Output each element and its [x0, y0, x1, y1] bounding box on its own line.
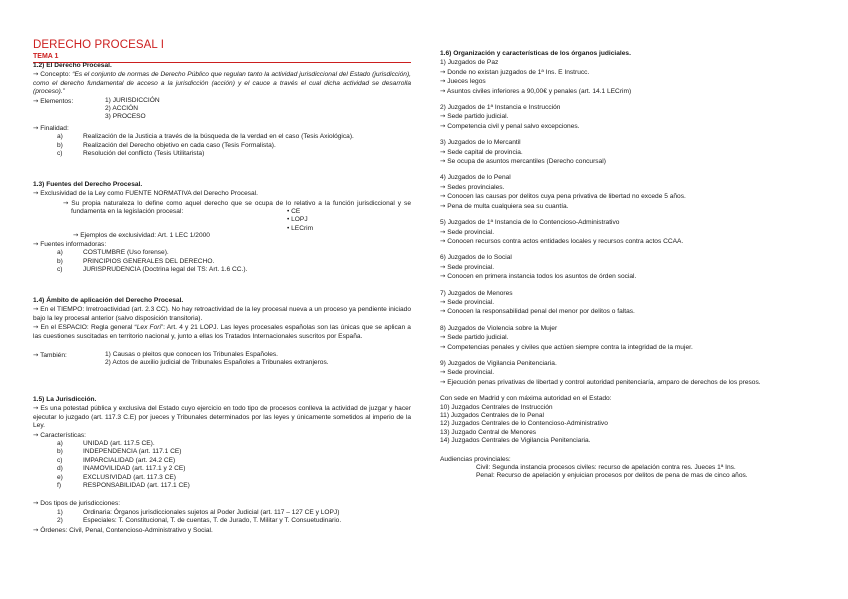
section-1-3	[33, 181, 411, 275]
tambien-label-wrap	[33, 351, 105, 368]
list-text: JURISPRUDENCIA (Doctrina legal del TS: Art. 1.6 CC.).	[83, 266, 248, 274]
arrow-icon: →	[440, 157, 446, 166]
arrow-icon: →	[33, 96, 39, 105]
tiempo-text: En el TIEMPO: Irretroactividad (art. 2.3 CC). No hay retroactividad de la ley procesal nueva a un proceso ya pendiente iniciado bajo la ley procesal anterior (salvo disposición transitoria).	[33, 306, 411, 322]
list-item	[440, 368, 815, 377]
organo-title: 6) Juzgados de lo Social	[440, 254, 512, 262]
list-item	[440, 157, 815, 166]
list-item	[440, 472, 815, 480]
list-text: PRINCIPIOS GENERALES DEL DERECHO.	[83, 257, 215, 265]
list-text: COSTUMBRE (Uso forense).	[83, 249, 169, 257]
tipos-label-row	[33, 499, 411, 508]
elementos-label-wrap	[33, 97, 105, 122]
list-item	[440, 237, 815, 246]
arrow-icon: →	[440, 86, 446, 95]
arrow-icon: →	[33, 525, 39, 534]
espacio-paragraph	[33, 323, 411, 341]
list-item	[33, 482, 411, 490]
list-item	[440, 112, 815, 121]
list-text: INDEPENDENCIA (art. 117.1 CE)	[83, 448, 182, 456]
list-item	[33, 509, 411, 517]
organo-group	[440, 254, 815, 281]
madrid-intro: Con sede en Madrid y con máxima autoridad en el Estado:	[440, 395, 612, 403]
exclusividad-line	[33, 189, 411, 198]
list-text: Asuntos civiles inferiores a 90,00€ y penales (art. 14.1 LECrim)	[446, 87, 632, 95]
list-text: UNIDAD (art. 117.5 CE).	[83, 440, 155, 448]
audiencia-lead: Penal:	[476, 472, 495, 480]
list-text: RESPONSABILIDAD (art. 117.1 CE)	[83, 482, 190, 490]
list-item: • CE	[287, 208, 301, 215]
arrow-icon: →	[33, 404, 39, 413]
list-text: Competencia civil y penal salvo excepciones.	[447, 122, 580, 130]
section-heading: 1.2) El Derecho Procesal.	[33, 62, 112, 69]
arrow-icon: →	[33, 189, 39, 198]
section-1-4	[33, 297, 411, 368]
list-marker: a)	[57, 133, 63, 141]
caract-label: Características:	[40, 431, 87, 439]
arrow-icon: →	[440, 121, 446, 130]
list-marker: a)	[57, 440, 63, 448]
list-item	[440, 464, 815, 472]
list-item: 12) Juzgados Centrales de lo Contencioso-Administrativo	[440, 420, 608, 428]
ejemplos-line	[33, 231, 411, 240]
arrow-icon: →	[440, 201, 446, 210]
arrow-icon: →	[33, 70, 39, 79]
list-item: 10) Juzgados Centrales de Instrucción	[440, 403, 553, 411]
section-heading: 1.4) Ámbito de aplicación del Derecho Procesal.	[33, 297, 184, 304]
naturaleza-text: Su propia naturaleza lo define como aquel derecho que se ocupa de lo relativo a la función jurisdiccional y se fundamenta en la legislación procesal:	[71, 199, 411, 216]
concepto-label: Concepto:	[40, 71, 71, 79]
arrow-icon: →	[33, 123, 39, 132]
list-item	[33, 517, 411, 525]
espacio-text-b: ”: Art. 4 y 21 LOPJ. Las leyes procesales españolas son las únicas que se aplican a las cuestiones suscitadas en territorio nacional y, junto a ellas los Tratados Internacionales suscritos por España.	[33, 324, 411, 340]
list-item: 1) Causas o pleitos que conocen los Tribunales Españoles.	[105, 351, 279, 359]
fuentes-label-row	[33, 240, 411, 249]
arrow-icon: →	[33, 499, 39, 508]
ordenes-text: Órdenes: Civil, Penal, Contencioso-Administrativo y Social.	[40, 526, 213, 534]
list-marker: e)	[57, 473, 63, 481]
section-1-2	[33, 62, 411, 158]
list-text: Sede partido judicial.	[447, 113, 509, 121]
list-item	[440, 333, 815, 342]
section-heading: 1.5) La Jurisdicción.	[33, 396, 97, 403]
organo-group	[440, 360, 815, 387]
organo-group	[440, 290, 815, 317]
concepto-paragraph	[33, 70, 411, 96]
list-item	[33, 266, 411, 274]
list-text: Se ocupa de asuntos mercantiles (Derecho concursal)	[447, 158, 606, 166]
audiencia-lead: Civil:	[476, 464, 491, 472]
list-item	[33, 474, 411, 482]
elementos-label: Elementos:	[40, 97, 74, 105]
list-text: Conocen la responsabilidad penal del menor por delitos o faltas.	[447, 308, 635, 316]
list-item: • LOPJ	[287, 216, 308, 224]
list-item	[440, 148, 815, 157]
leyes-list	[287, 208, 313, 233]
tambien-row	[33, 351, 411, 368]
arrow-icon: →	[440, 77, 446, 86]
organo-title: 4) Juzgados de lo Penal	[440, 174, 511, 182]
arrow-icon: →	[440, 192, 446, 201]
list-text: Sede partido judicial.	[447, 334, 509, 342]
tipos-label: Dos tipos de jurisdicciones:	[40, 500, 121, 508]
list-item: 13) Juzgado Central de Menores	[440, 428, 537, 436]
list-text: Jueces legos	[447, 78, 486, 86]
tipo-lead: Ordinaria:	[83, 508, 112, 516]
arrow-icon: →	[440, 342, 446, 351]
section-heading: 1.6) Organización y características de los órganos judiciales.	[440, 50, 631, 57]
document-title: DERECHO PROCESAL I	[33, 39, 165, 51]
list-text: Conocen en primera instancia todos los asuntos de órden social.	[447, 273, 637, 281]
list-item	[33, 440, 411, 448]
list-marker: 2)	[57, 517, 63, 525]
organo-group	[440, 219, 815, 246]
arrow-icon: →	[63, 198, 69, 207]
list-item	[440, 343, 815, 352]
list-text: EXCLUSIVIDAD (art. 117.3 CE)	[83, 473, 176, 481]
section-heading: 1.3) Fuentes del Derecho Procesal.	[33, 181, 143, 188]
list-marker: c)	[57, 266, 63, 274]
list-marker: 1)	[57, 508, 63, 516]
list-item	[440, 298, 815, 307]
tema-heading: TEMA 1	[33, 53, 411, 63]
arrow-icon: →	[440, 67, 446, 76]
list-marker: b)	[57, 141, 63, 149]
list-marker: b)	[57, 257, 63, 265]
audiencias-label: Audiencias provinciales:	[440, 455, 511, 463]
list-item	[440, 307, 815, 316]
list-item	[440, 122, 815, 131]
jurisdiccion-paragraph	[33, 404, 411, 430]
list-item	[440, 272, 815, 281]
list-text: Sede provincial.	[447, 263, 495, 271]
list-item: 14) Juzgados Centrales de Vigilancia Penitenciaria.	[440, 437, 591, 445]
organo-group	[440, 139, 815, 166]
organo-group	[440, 104, 815, 131]
organo-title: 7) Juzgados de Menores	[440, 289, 513, 297]
list-item: 2) ACCIÓN	[105, 105, 138, 113]
organo-title: 1) Juzgados de Paz	[440, 59, 499, 67]
list-item	[440, 192, 815, 201]
tipo-lead: Especiales:	[83, 517, 117, 525]
list-item: • LECrim	[287, 224, 314, 232]
finalidad-label-row	[33, 124, 411, 133]
list-item: 2) Actos de auxilio judicial de Tribunales Españoles a Tribunales extranjeros.	[105, 359, 329, 367]
list-item	[440, 87, 815, 96]
fuentes-label: Fuentes informadoras:	[40, 241, 107, 249]
list-text: Realización del Derecho objetivo en cada caso (Tesis Formalista).	[83, 141, 276, 149]
list-item	[33, 133, 411, 141]
tambien-label: También:	[40, 352, 67, 360]
arrow-icon: →	[440, 272, 446, 281]
list-text: Segunda instancia procesos civiles: recurso de apelación contra res. Jueces 1ª Ins.	[490, 464, 736, 472]
list-marker: f)	[57, 482, 62, 490]
arrow-icon: →	[33, 323, 39, 332]
organo-title: 2) Juzgados de 1ª Instancia e Instrucción	[440, 104, 561, 112]
list-marker: c)	[57, 456, 63, 464]
list-text: Competencias penales y civiles que actúen siempre contra la integridad de la mujer.	[447, 343, 693, 351]
list-item	[440, 378, 815, 387]
list-item	[33, 448, 411, 456]
list-text: Sedes provinciales.	[447, 183, 505, 191]
arrow-icon: →	[440, 333, 446, 342]
organo-title: 3) Juzgados de lo Mercantil	[440, 139, 521, 147]
arrow-icon: →	[33, 351, 39, 360]
organo-title: 8) Juzgados de Violencia sobre la Mujer	[440, 324, 558, 332]
organo-group	[440, 325, 815, 352]
espacio-italic: Lex Fori	[136, 324, 161, 332]
list-marker: b)	[57, 448, 63, 456]
list-text: Resolución del conflicto (Tesis Utilitarista)	[83, 150, 205, 158]
list-item	[33, 457, 411, 465]
list-marker: d)	[57, 465, 63, 473]
list-text: T. Constitucional, T. de cuentas, T. de Jurado, T. Militar y T. Consuetudinario.	[116, 517, 342, 525]
list-item	[440, 202, 815, 211]
ordenes-line	[33, 526, 411, 535]
list-text: Recurso de apelación y enjuician procesos por delitos de pena de mas de cinco años.	[494, 472, 748, 480]
exclusividad-text: Exclusividad de la Ley como FUENTE NORMATIVA del Derecho Procesal.	[40, 190, 258, 198]
organo-group	[440, 174, 815, 211]
list-text: INAMOVILIDAD (art. 117.1 y 2 CE)	[83, 465, 186, 473]
organo-title: 5) Juzgados de 1ª Instancia de lo Contencioso-Administrativo	[440, 219, 620, 227]
list-text: Donde no existan juzgados de 1ª Ins. E Instrucc.	[447, 68, 590, 76]
arrow-icon: →	[440, 182, 446, 191]
organos-groups	[440, 59, 815, 387]
jurisdiccion-text: Es una potestad pública y exclusiva del Estado cuyo ejercicio en todo tipo de procesos conlleva la actividad de juzgar y hacer ejecutar lo juzgado (art. 117.3 C.E) por jueces y Tribunales determinados por las leyes y únicamente sometidos al imperio de la Ley.	[33, 405, 411, 430]
list-text: Ejecución penas privativas de libertad y control autoridad penitenciaría, amparo de derechos de los presos.	[447, 378, 761, 386]
list-marker: a)	[57, 249, 63, 257]
arrow-icon: →	[440, 307, 446, 316]
organo-group	[440, 59, 815, 96]
tambien-list	[105, 351, 329, 368]
tiempo-paragraph	[33, 305, 411, 323]
elementos-row	[33, 97, 411, 122]
list-item	[33, 142, 411, 150]
list-text: Órganos jurisdiccionales sujetos al Poder Judicial (art. 117 – 127 CE y LOPJ)	[111, 508, 340, 516]
list-item	[440, 68, 815, 77]
arrow-icon: →	[33, 240, 39, 249]
arrow-icon: →	[440, 368, 446, 377]
list-item	[33, 150, 411, 158]
list-text: Realización de la Justicia a través de la búsqueda de la verdad en el caso (Tesis Axiológica).	[83, 133, 354, 141]
arrow-icon: →	[440, 147, 446, 156]
arrow-icon: →	[33, 430, 39, 439]
list-item: 3) PROCESO	[105, 113, 146, 121]
arrow-icon: →	[440, 227, 446, 236]
list-item	[440, 228, 815, 237]
arrow-icon: →	[33, 305, 39, 314]
list-item	[440, 183, 815, 192]
elementos-list	[105, 97, 160, 122]
espacio-text-a: En el ESPACIO: Regla general “	[40, 324, 137, 332]
arrow-icon: →	[440, 112, 446, 121]
list-text: Sede provincial.	[447, 369, 495, 377]
list-text: Pena de multa cualquiera sea su cuantía.	[447, 202, 569, 210]
list-text: Sede provincial.	[447, 298, 495, 306]
arrow-icon: →	[73, 230, 79, 239]
list-item	[440, 263, 815, 272]
concepto-text: “Es el conjunto de normas de Derecho Público que regulan tanto la actividad jurisdiccional del Estado (jurisdicción), como el derecho fundamental de acceso a la jurisdicción (acción) y el cauce a través el cual dicha actividad se desarrolla (proceso).”	[33, 71, 411, 96]
list-item: 11) Juzgados Centrales de lo Penal	[440, 412, 544, 419]
list-text: Sede provincial.	[447, 228, 495, 236]
caract-label-row	[33, 431, 411, 440]
list-text: Conocen las causas por delitos cuya pena privativa de libertad no excede 5 años.	[447, 193, 686, 201]
list-item	[440, 77, 815, 86]
list-text: Sede capital de provincia.	[447, 148, 523, 156]
list-marker: c)	[57, 150, 63, 158]
list-item	[33, 465, 411, 473]
list-item	[33, 258, 411, 266]
section-1-6	[440, 50, 815, 481]
organo-title: 9) Juzgados de Vigilancia Penitenciaria.	[440, 359, 557, 367]
ejemplos-text: Ejemplos de exclusividad: Art. 1 LEC 1/2000	[80, 231, 210, 239]
finalidad-label: Finalidad:	[40, 124, 69, 132]
list-item	[33, 249, 411, 257]
list-text: IMPARCIALIDAD (art. 24.2 CE)	[83, 456, 176, 464]
arrow-icon: →	[440, 262, 446, 271]
arrow-icon: →	[440, 297, 446, 306]
arrow-icon: →	[440, 377, 446, 386]
naturaleza-paragraph	[33, 199, 411, 217]
list-text: Conocen recursos contra actos entidades locales y recursos contra actos CCAA.	[447, 237, 684, 245]
arrow-icon: →	[440, 236, 446, 245]
list-item: 1) JURISDICCIÓN	[105, 96, 160, 104]
section-1-5	[33, 396, 411, 535]
